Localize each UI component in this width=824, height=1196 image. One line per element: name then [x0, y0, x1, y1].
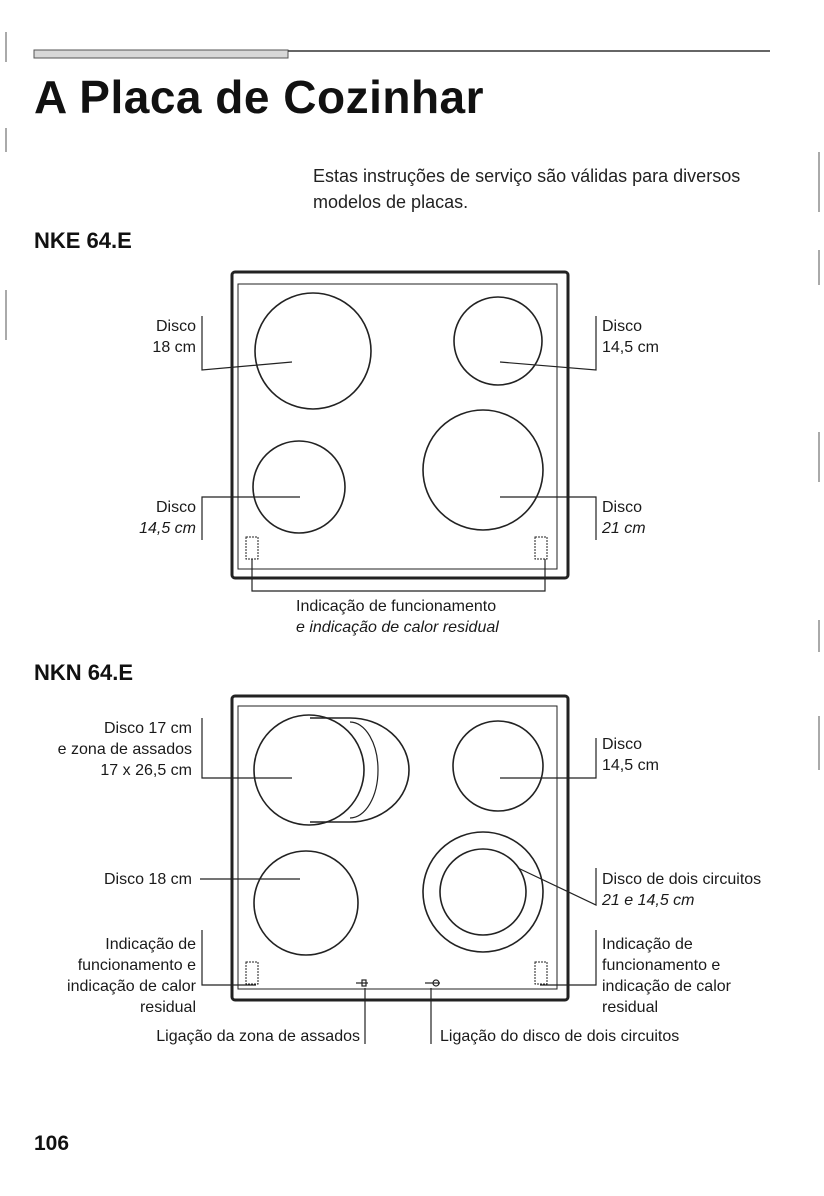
nke-hob-outer: [232, 272, 568, 578]
nkn-leader-ind-left: [202, 930, 256, 985]
nke-zone-top-left: [255, 293, 371, 409]
nkn-roasting-extension: [310, 718, 409, 822]
nke-hob-diagram: [202, 272, 596, 591]
nkn-zone-top-right: [453, 721, 543, 811]
dual-circuit-switch-icon: [425, 980, 440, 986]
roasting-switch-icon: [356, 980, 368, 986]
nke-zone-top-right: [454, 297, 542, 385]
nkn-leader-tl: [202, 718, 292, 778]
nkn-indicator-left-icon: [246, 962, 258, 984]
nkn-label-dual-circuit-link: Ligação do disco de dois circuitos: [440, 1028, 680, 1045]
nke-label-top-right: Disco 14,5 cm: [602, 318, 659, 356]
nke-label-bottom-left: Disco 14,5 cm: [139, 499, 196, 537]
nke-label-bottom-right: Disco 21 cm: [602, 499, 646, 537]
nkn-label-indicator-left: Indicação de funcionamento e indicação de calor residual: [67, 936, 196, 1016]
nkn-label-top-right: Disco 14,5 cm: [602, 736, 659, 774]
nke-label-top-left: Disco 18 cm: [152, 318, 196, 356]
nkn-dual-zone-inner: [440, 849, 526, 935]
nkn-indicator-right-icon: [535, 962, 547, 984]
nkn-zone-middle-left: [254, 851, 358, 955]
nkn-label-top-left: Disco 17 cm e zona de assados 17 x 26,5 cm: [57, 720, 192, 779]
nke-label-indicator: Indicação de funcionamento e indicação de calor residual: [296, 598, 499, 636]
intro-text: Estas instruções de serviço são válidas para diversos modelos de placas.: [313, 166, 741, 212]
nke-indicator-left-icon: [246, 537, 258, 559]
nkn-label-middle-left: Disco 18 cm: [103, 871, 192, 888]
nke-leader-tl: [202, 316, 292, 370]
nke-leader-indicator: [252, 559, 545, 591]
nke-indicator-right-icon: [535, 537, 547, 559]
nke-zone-bottom-left: [253, 441, 345, 533]
nke-leader-bl: [202, 497, 300, 540]
model-heading-nke: NKE 64.E: [34, 228, 132, 253]
model-heading-nkn: NKN 64.E: [34, 660, 134, 685]
nkn-dual-zone-outer: [423, 832, 543, 952]
nke-zone-bottom-right: [423, 410, 543, 530]
page-title: A Placa de Cozinhar: [34, 71, 485, 123]
page-number: 106: [34, 1132, 70, 1155]
header-rule: [34, 50, 770, 58]
nkn-label-roasting-link: Ligação da zona de assados: [156, 1028, 360, 1045]
nkn-hob-diagram: [200, 696, 596, 1044]
nke-leader-tr: [500, 316, 596, 370]
nke-hob-inner: [238, 284, 557, 569]
nke-leader-br: [500, 497, 596, 540]
nkn-leader-tr: [500, 738, 596, 778]
nkn-label-dual-circuit: Disco de dois circuitos 21 e 14,5 cm: [602, 871, 762, 909]
nkn-label-indicator-right: Indicação de funcionamento e indicação de calor residual: [602, 936, 731, 1016]
nkn-zone-top-left: [254, 715, 364, 825]
